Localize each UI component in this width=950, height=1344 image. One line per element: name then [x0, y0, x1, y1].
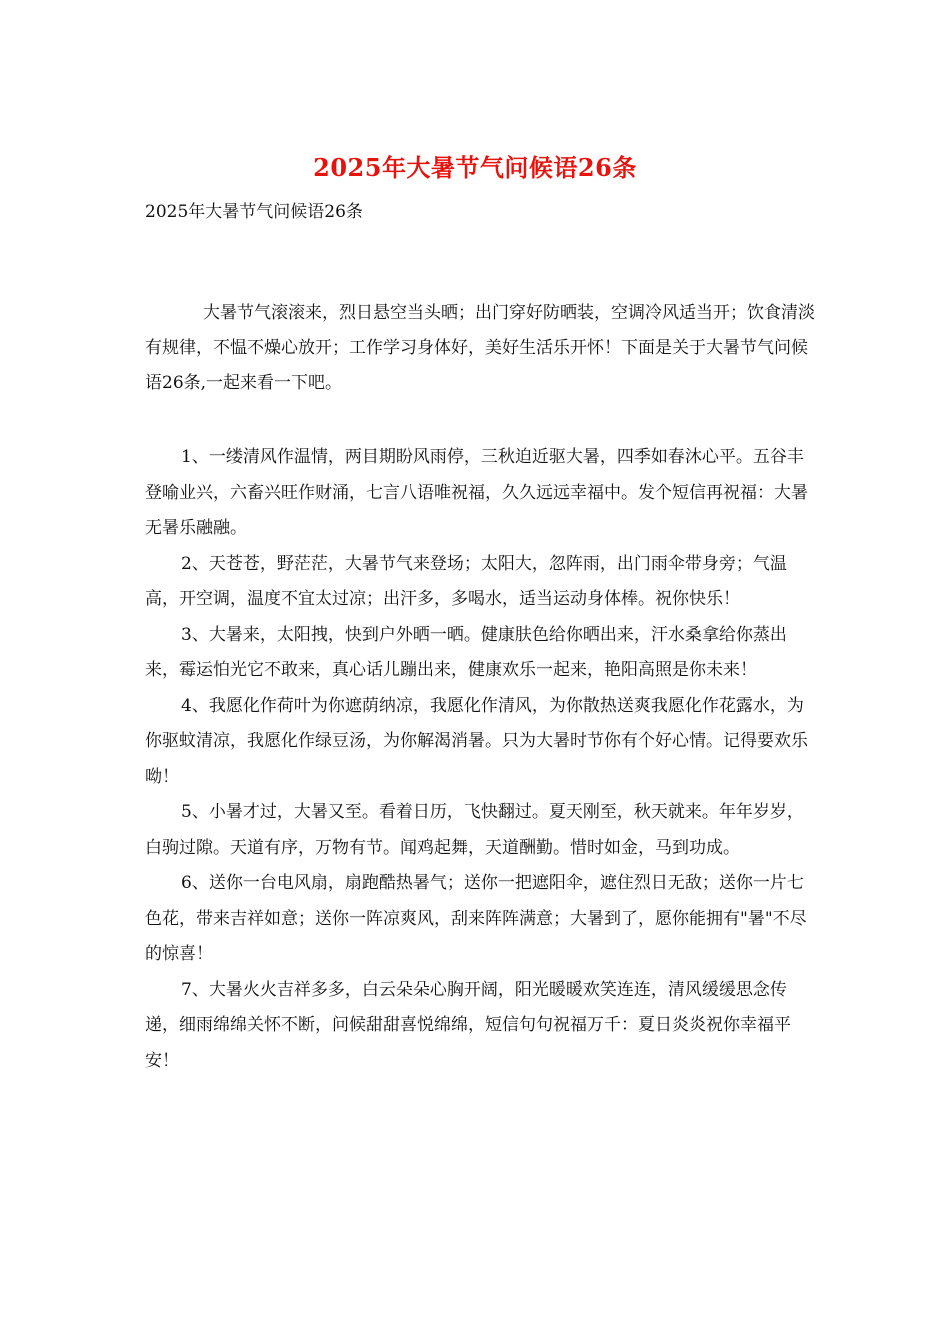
document-subtitle: 2025年大暑节气问候语26条 — [145, 202, 363, 222]
greeting-item-1: 1、一缕清风作温情，两目期盼风雨停，三秋迫近驱大暑，四季如春沐心平。五谷丰登喻业兴，六畜兴旺作财涌，七言八语唯祝福，久久远远幸福中。发个短信再祝福：大暑无暑乐融融。 — [145, 447, 808, 538]
greeting-item-5: 5、小暑才过，大暑又至。看着日历，飞快翻过。夏天刚至，秋天就来。年年岁岁，白驹过隙。天道有序，万物有节。闻鸡起舞，天道酬勤。惜时如金，马到功成。 — [145, 802, 804, 858]
greeting-item-6: 6、送你一台电风扇，扇跑酷热暑气；送你一把遮阳伞，遮住烈日无敌；送你一片七色花，带来吉祥如意；送你一阵凉爽风，刮来阵阵满意；大暑到了，愿你能拥有"暑"不尽的惊喜！ — [145, 873, 807, 964]
document-title: 2025年大暑节气问候语26条 — [313, 153, 637, 182]
greeting-item-2: 2、天苍苍，野茫茫，大暑节气来登场；太阳大，忽阵雨，出门雨伞带身旁；气温高，开空调，温度不宜太过凉；出汗多，多喝水，适当运动身体棒。祝你快乐！ — [145, 553, 787, 609]
greeting-list — [145, 440, 817, 1079]
greeting-item-7: 7、大暑火火吉祥多多，白云朵朵心胸开阔，阳光暖暖欢笑连连，清风缓缓思念传递，细雨绵绵关怀不断，问候甜甜喜悦绵绵，短信句句祝福万千：夏日炎炎祝你幸福平安！ — [145, 979, 791, 1071]
greeting-item-3: 3、大暑来，太阳拽，快到户外晒一晒。健康肤色给你晒出来，汗水桑拿给你蒸出来，霉运怕光它不敢来，真心话儿蹦出来，健康欢乐一起来，艳阳高照是你未来！ — [145, 624, 787, 680]
intro-paragraph: 大暑节气滚滚来，烈日悬空当头晒；出门穿好防晒装，空调冷风适当开；饮食清淡有规律，不愠不燥心放开；工作学习身体好，美好生活乐开怀！下面是关于大暑节气问候语26条,一起来看一下吧。 — [145, 303, 815, 393]
greeting-item-4: 4、我愿化作荷叶为你遮荫纳凉，我愿化作清风，为你散热送爽我愿化作花露水，为你驱蚊清凉，我愿化作绿豆汤，为你解渴消暑。只为大暑时节你有个好心情。记得要欢乐呦！ — [145, 695, 808, 787]
